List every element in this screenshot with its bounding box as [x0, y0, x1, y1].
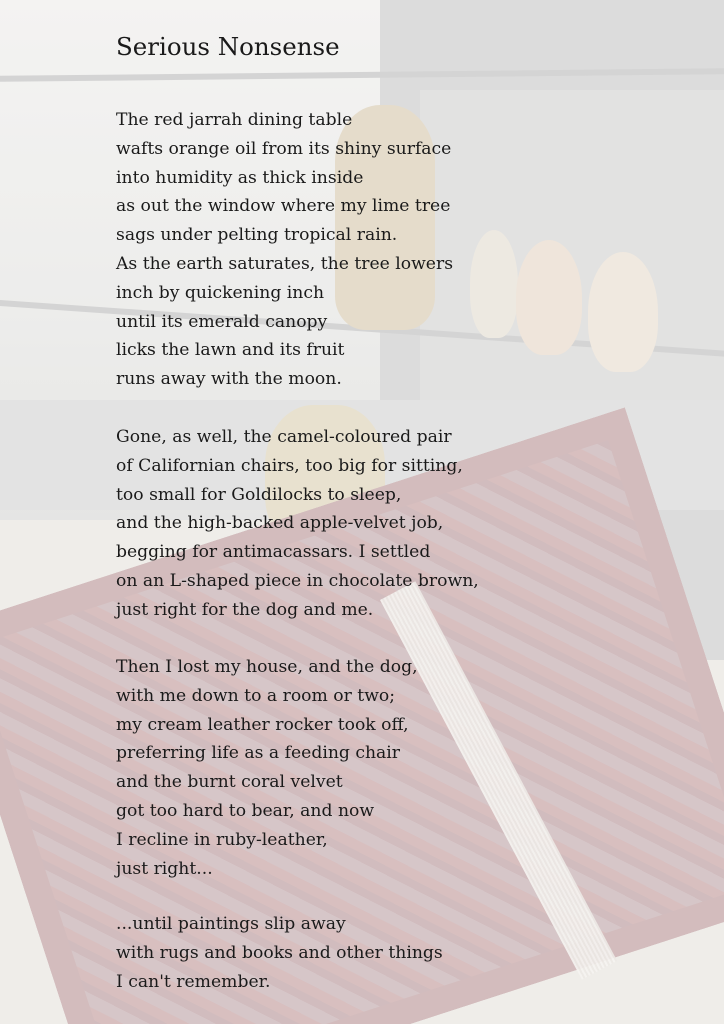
- poem-line: with rugs and books and other things: [116, 942, 443, 963]
- poem-line: sags under pelting tropical rain.: [116, 225, 398, 246]
- stanza: [116, 910, 616, 996]
- poem-line: and the high-backed apple-velvet job,: [116, 513, 444, 534]
- poem-line: preferring life as a feeding chair: [116, 743, 401, 764]
- poem-title: Serious Nonsense: [116, 32, 340, 61]
- poem-line: as out the window where my lime tree: [116, 196, 451, 217]
- poem-line: I recline in ruby-leather,: [116, 829, 328, 850]
- poem-line: got too hard to bear, and now: [116, 800, 375, 821]
- poem-line: inch by quickening inch: [116, 282, 325, 303]
- poem-line: and the burnt coral velvet: [116, 772, 343, 793]
- poem-line: into humidity as thick inside: [116, 167, 364, 188]
- poem-line: my cream leather rocker took off,: [116, 714, 409, 735]
- poem-line: begging for antimacassars. I settled: [116, 542, 431, 563]
- poem-line: just right for the dog and me.: [116, 599, 374, 620]
- stanza: [116, 423, 616, 625]
- poem-line: Then I lost my house, and the dog,: [116, 657, 418, 677]
- poem-line: ...until paintings slip away: [116, 914, 346, 934]
- stanza: [116, 106, 616, 394]
- poem-line: on an L-shaped piece in chocolate brown,: [116, 570, 479, 591]
- poem-line: Gone, as well, the camel-coloured pair: [116, 427, 452, 447]
- poem-line: licks the lawn and its fruit: [116, 340, 345, 361]
- poem-line: with me down to a room or two;: [116, 685, 396, 706]
- poem-line: until its emerald canopy: [116, 311, 328, 332]
- poem-line: I can't remember.: [116, 971, 271, 992]
- poem-line: of Californian chairs, too big for sitting,: [116, 455, 463, 476]
- poem-line: wafts orange oil from its shiny surface: [116, 138, 452, 159]
- stanza: [116, 653, 616, 883]
- poem-line: just right...: [116, 858, 213, 879]
- poem-line: too small for Goldilocks to sleep,: [116, 484, 402, 505]
- poem-line: As the earth saturates, the tree lowers: [116, 253, 454, 274]
- poem-line: The red jarrah dining table: [116, 110, 353, 130]
- poem-line: runs away with the moon.: [116, 369, 342, 390]
